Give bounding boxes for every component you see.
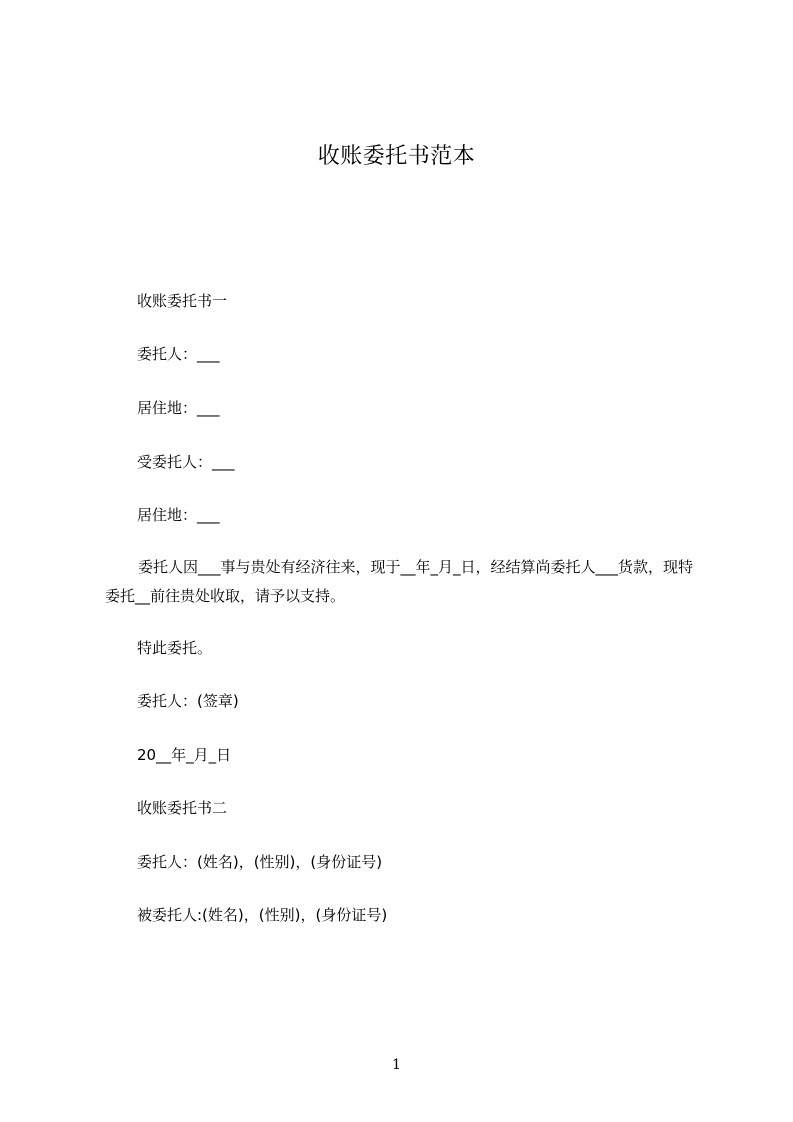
- principal-line: 委托人：___: [137, 345, 220, 363]
- document-title: 收账委托书范本: [317, 144, 476, 169]
- closing-line: 特此委托。: [137, 639, 213, 657]
- date-line: 20__年_月_日: [137, 746, 232, 764]
- body-paragraph: 委托人因___事与贵处有经济往来，现于__年_月_日，经结算尚委托人___货款，现特委托__前往贵处收取，请予以支持。: [105, 558, 694, 605]
- agent-residence-line: 居住地：___: [137, 506, 220, 524]
- signature-line: 委托人：(签章): [137, 692, 239, 710]
- section-heading-2: 收账委托书二: [137, 799, 228, 817]
- agent-details-line: 被委托人:(姓名)，(性别)，(身份证号): [137, 906, 388, 924]
- principal-residence-line: 居住地：___: [137, 399, 220, 417]
- principal-details-line: 委托人：(姓名)，(性别)，(身份证号): [137, 853, 383, 871]
- section-heading-1: 收账委托书一: [137, 292, 228, 310]
- page-number: 1: [392, 1057, 401, 1073]
- agent-line: 受委托人：___: [137, 453, 235, 471]
